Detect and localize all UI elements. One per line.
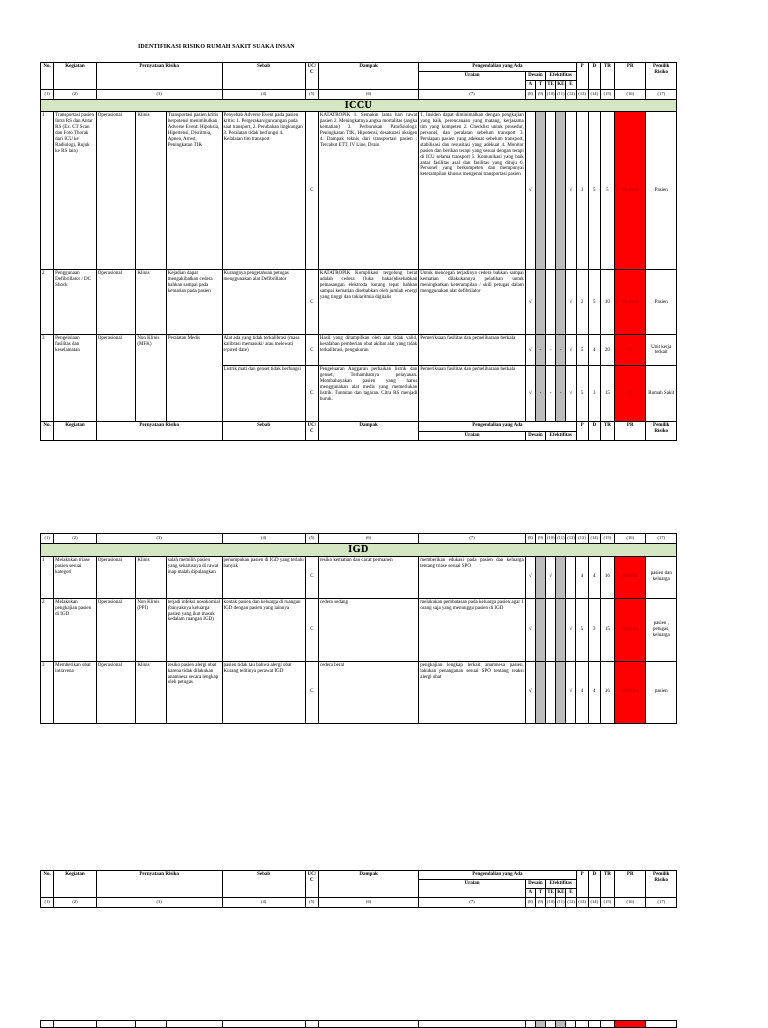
no-cell: 3 bbox=[41, 335, 54, 422]
no-cell: 3 bbox=[41, 661, 54, 723]
colnum: (4) bbox=[222, 534, 305, 544]
d-cell: 3 bbox=[588, 598, 600, 661]
colnum: (14) bbox=[588, 897, 600, 907]
pr-cell: ekstrim bbox=[615, 556, 646, 598]
uc-cell: C bbox=[305, 112, 318, 270]
te-cell bbox=[546, 598, 556, 661]
tr-cell: 15 bbox=[600, 366, 614, 422]
header-t: T bbox=[535, 888, 545, 897]
e-cell: √ bbox=[566, 335, 576, 366]
table-row bbox=[41, 556, 677, 598]
uraian-cell: melakukan pembatasan pada keluarga pasien agar 1 orang saja yang menunggu pasien di IGD bbox=[419, 598, 526, 661]
header-pengendalian: Pengendalian yang Ada bbox=[419, 871, 576, 880]
colnum: (16) bbox=[615, 897, 646, 907]
colnum: (17) bbox=[646, 89, 677, 99]
e-cell: √ bbox=[566, 598, 576, 661]
column-number-row bbox=[41, 89, 677, 112]
pr-cell: ST bbox=[615, 366, 646, 422]
pemilik-cell: Pasien bbox=[646, 112, 677, 270]
colnum: (2) bbox=[54, 897, 97, 907]
jenis-cell: Operasional bbox=[96, 335, 136, 422]
header-no: No. bbox=[41, 63, 54, 90]
colnum: (17) bbox=[646, 534, 677, 544]
header-pr: PR bbox=[615, 422, 646, 441]
pemilik-cell: pasien , petugas, keluarga bbox=[646, 598, 677, 661]
kategori-cell: Klinis bbox=[136, 270, 166, 335]
colnum: (13) bbox=[576, 897, 588, 907]
header-uc: UC/ C bbox=[305, 63, 318, 90]
sebab-cell: pasien tidak tau bahwa alergi obat Kurang telitinya perawat IGD bbox=[222, 661, 305, 723]
e-cell: √ bbox=[566, 112, 576, 270]
jenis-cell: Operasional bbox=[96, 661, 136, 723]
a-cell: √ bbox=[525, 335, 535, 366]
uc-cell: C bbox=[305, 661, 318, 723]
header-no: No. bbox=[41, 422, 54, 441]
te-cell bbox=[546, 270, 556, 335]
uraian-cell: Untuk mencegah terjadinya cedera bahkan sampai kematian dilakukannya pelatihan untuk meningkatkan keterampilan / skill petugas dalam menggunakan alat defibrilator bbox=[419, 270, 525, 335]
d-cell: 5 bbox=[588, 112, 600, 270]
uc-cell: C bbox=[305, 270, 318, 335]
colnum: (11) bbox=[556, 897, 566, 907]
colnum: (3) bbox=[96, 534, 222, 544]
colnum: (8) bbox=[525, 534, 535, 544]
dampak-cell: Hasil yang ditampilkan oleh alat tidak valid, kesalahan pemberian obat akibat alat yang tidak terkalibrasi, pengukuran bbox=[318, 335, 418, 366]
header-tr: TR bbox=[600, 63, 614, 90]
colnum: (15) bbox=[600, 897, 614, 907]
header-a: A bbox=[525, 888, 535, 897]
colnum: (17) bbox=[646, 897, 677, 907]
table-row bbox=[41, 661, 677, 723]
te-cell: - bbox=[546, 335, 556, 366]
p-cell: 1 bbox=[576, 112, 588, 270]
header-sebab: Sebab bbox=[222, 63, 305, 90]
header-desain: Desain bbox=[525, 71, 545, 80]
pr-cell: ST bbox=[615, 335, 646, 366]
uc-cell: C bbox=[305, 556, 318, 598]
ke-cell bbox=[556, 598, 566, 661]
colnum: (2) bbox=[54, 89, 97, 99]
d-cell: 4 bbox=[588, 335, 600, 366]
header-dampak: Dampak bbox=[318, 422, 418, 441]
pemilik-cell: Unit kerja terkait bbox=[646, 335, 677, 366]
colnum: (3) bbox=[96, 897, 222, 907]
pemilik-cell: pasien dan keluarga bbox=[646, 556, 677, 598]
ke-cell bbox=[556, 556, 566, 598]
ke-cell bbox=[556, 270, 566, 335]
ke-cell: - bbox=[556, 335, 566, 366]
colnum: (14) bbox=[588, 534, 600, 544]
column-number-row bbox=[41, 534, 677, 557]
colnum: (1) bbox=[41, 897, 54, 907]
colnum: (2) bbox=[54, 534, 97, 544]
pemilik-cell: Rumah Sakit bbox=[646, 366, 677, 422]
header-te: TE bbox=[546, 80, 556, 89]
colnum: (9) bbox=[535, 89, 545, 99]
a-cell: √ bbox=[525, 366, 535, 422]
colnum: (10) bbox=[546, 534, 556, 544]
uraian-cell: 1. Insiden dapat diminimalkan dengan pengkajian yang baik, perencanaan yang matang, kerjasama tim yang kompeten 2. Checklist untuk prosedur, personel, dan peralatan sebelum transport 3. Persiapan pasien yang adekuat sebelum transport, stabilisasi dan resusitasi yang adekuat 4. Monitor pasien dan berikan terapi yang sesuai dengan terapi di ICU selama transport 5. Komunikasi yang baik antar fasilitas asal dan fasilitas yang dituju 6. Personel yang berkompeten dan mempunyai keterampilan khusus mengenai transportasi pasien bbox=[419, 112, 525, 270]
d-cell: 4 bbox=[588, 556, 600, 598]
kategori-cell: Klinis bbox=[136, 556, 166, 598]
kategori-cell: Klinis bbox=[136, 661, 166, 723]
header-pemilik: Pemilik Risiko bbox=[646, 871, 677, 898]
colnum: (14) bbox=[588, 89, 600, 99]
header-te: TE bbox=[546, 888, 556, 897]
pemilik-cell: pasien bbox=[646, 661, 677, 723]
tr-cell: 10 bbox=[600, 270, 614, 335]
no-cell: 2 bbox=[41, 270, 54, 335]
a-cell: √ bbox=[525, 270, 535, 335]
colnum: (15) bbox=[600, 534, 614, 544]
header-pernyataan: Pernyataan Risiko bbox=[96, 63, 222, 90]
header-ke: KE bbox=[556, 80, 566, 89]
a-cell: √ bbox=[525, 556, 535, 598]
header-pemilik: Pemilik Risiko bbox=[646, 63, 677, 90]
iccu-rows bbox=[41, 112, 677, 422]
pemilik-cell: Pasien bbox=[646, 270, 677, 335]
kegiatan-cell: Melakukan triase pasien sesuai kategori bbox=[54, 556, 97, 598]
pr-cell: ekstrim bbox=[615, 598, 646, 661]
uraian-cell: pengkajian lengkap terkait anamnesa pasien, lakukan penanganan sesuai SPO tentang reaksi alergi obat bbox=[419, 661, 526, 723]
colnum: (3) bbox=[96, 89, 222, 99]
header-kegiatan: Kegiatan bbox=[54, 63, 97, 90]
t-cell: - bbox=[535, 366, 545, 422]
header-desain: Desain bbox=[525, 432, 545, 441]
header-uc: UC/ C bbox=[305, 422, 318, 441]
colnum: (4) bbox=[222, 897, 305, 907]
header-efektifitas: Efektifitas bbox=[546, 879, 576, 888]
a-cell: √ bbox=[525, 661, 535, 723]
colnum: (6) bbox=[318, 89, 418, 99]
header-kegiatan: Kegiatan bbox=[54, 871, 97, 898]
sebab-cell: Alat ada yang tidak terkalibrasi (masa kalibrasi memasuki/ atau melewati e/pired date) bbox=[222, 335, 305, 366]
section-heading-igd: IGD bbox=[41, 544, 677, 557]
jenis-cell: Operasional bbox=[96, 598, 136, 661]
uraian-cell: memberikan edukasi pada pasien dan keluarga tentang triase sesuai SPO bbox=[419, 556, 526, 598]
te-cell bbox=[546, 112, 556, 270]
ke-cell bbox=[556, 112, 566, 270]
header-no: No. bbox=[41, 871, 54, 898]
risk-table-iccu bbox=[40, 62, 677, 441]
pernyataan-cell: Transportasi pasien kritis berpotensi menimbulkan Adverse Event: Hipoksia, Hipertensi, Disritmia, Apnea, Arrest, Peningkatan TIK bbox=[166, 112, 222, 270]
table-row bbox=[41, 335, 677, 366]
colnum: (5) bbox=[305, 534, 318, 544]
jenis-cell: Operasional bbox=[96, 270, 136, 335]
p-cell: 4 bbox=[576, 556, 588, 598]
header-pr: PR bbox=[615, 63, 646, 90]
header-ke: KE bbox=[556, 888, 566, 897]
dampak-cell: cedera sedang bbox=[318, 598, 418, 661]
colnum: (16) bbox=[615, 89, 646, 99]
kategori-cell: Non Klinis (PPI) bbox=[136, 598, 166, 661]
colnum: (16) bbox=[615, 534, 646, 544]
tr-cell: 16 bbox=[600, 556, 614, 598]
tr-cell: 20 bbox=[600, 335, 614, 366]
table-row bbox=[41, 270, 677, 335]
header-dampak: Dampak bbox=[318, 871, 418, 898]
dampak-cell: resiko kematian dan cacat permanen bbox=[318, 556, 418, 598]
kegiatan-cell: Pengelolaan fasilitas dan keselamatan bbox=[54, 335, 97, 422]
pernyataan-cell: salah memilih pasien yang seharusnya di rawat inap malah dipulangkan bbox=[166, 556, 222, 598]
no-cell: 1 bbox=[41, 112, 54, 270]
a-cell: √ bbox=[525, 112, 535, 270]
t-cell: - bbox=[535, 335, 545, 366]
te-cell: - bbox=[546, 366, 556, 422]
uc-cell: C bbox=[305, 366, 318, 422]
document-title: IDENTIFIKASI RISIKO RUMAH SAKIT SUAKA INSAN bbox=[138, 44, 295, 50]
header-pengendalian: Pengendalian yang Ada bbox=[419, 63, 576, 72]
kegiatan-cell: Melakukan pengkajian pasien di IGD bbox=[54, 598, 97, 661]
uraian-cell: Pemeriksaan fasilitas dan pemeliharaan berkala bbox=[419, 366, 525, 422]
a-cell: √ bbox=[525, 598, 535, 661]
header-pengendalian: Pengendalian yang Ada bbox=[419, 422, 576, 432]
p-cell: 4 bbox=[576, 661, 588, 723]
tr-cell: 5 bbox=[600, 112, 614, 270]
colnum: (1) bbox=[41, 534, 54, 544]
d-cell: 3 bbox=[588, 366, 600, 422]
header-desain: Desain bbox=[525, 879, 545, 888]
no-cell: 2 bbox=[41, 598, 54, 661]
pernyataan-cell: terjadi infeksi nosokomial (banyaknya keluarga pasien yang ikut masuk kedalam ruangan IGD) bbox=[166, 598, 222, 661]
e-cell: √ bbox=[566, 661, 576, 723]
header-pr: PR bbox=[615, 871, 646, 898]
colnum: (8) bbox=[525, 89, 535, 99]
header-kegiatan: Kegiatan bbox=[54, 422, 97, 441]
header-p: P bbox=[576, 63, 588, 90]
e-cell bbox=[566, 556, 576, 598]
d-cell: 5 bbox=[588, 270, 600, 335]
header-uc: UC/ C bbox=[305, 871, 318, 898]
t-cell bbox=[535, 112, 545, 270]
dampak-cell: KATATROPIK Komplikasi tergolong berat adalah cedera (luka bakar)disebabkan pemasangan elektroda kurang tepat bahkan sampai kematian disebabkan oleh jumlah energi yang tinggi dan takiaritmia digitalis bbox=[318, 270, 418, 335]
header-uraian: Uraian bbox=[419, 432, 525, 441]
header-tr: TR bbox=[600, 422, 614, 441]
dampak-cell: Pengeluaran Anggaran perbaikan listrik dan genset, Terhambatnya pelayanan. Membahayakan pasien yang harus menggunakan alat medis yang memerlukan listrik. Tuntutan dan tagaran. Citra RS menjadi buruk. bbox=[318, 366, 418, 422]
sebab-cell: Kurangnya pengetahuan petugas menggunakan alat Defibrillator bbox=[222, 270, 305, 335]
uc-cell: C bbox=[305, 598, 318, 661]
d-cell: 4 bbox=[588, 661, 600, 723]
tr-cell: 16 bbox=[600, 661, 614, 723]
header-pernyataan: Pernyataan Risiko bbox=[96, 871, 222, 898]
colnum: (4) bbox=[222, 89, 305, 99]
colnum: (5) bbox=[305, 897, 318, 907]
colnum: (1) bbox=[41, 89, 54, 99]
p-cell: 2 bbox=[576, 270, 588, 335]
repeated-header-cut bbox=[41, 422, 677, 441]
header-p: P bbox=[576, 871, 588, 898]
header-sebab: Sebab bbox=[222, 871, 305, 898]
colnum: (5) bbox=[305, 89, 318, 99]
risk-table-cutoff bbox=[40, 1020, 677, 1028]
sebab-cell: kontak pasien dan keluarga di ruangan IGD dengan pasien yang lainnya bbox=[222, 598, 305, 661]
te-cell: √ bbox=[546, 556, 556, 598]
colnum: (12) bbox=[566, 897, 576, 907]
colnum: (12) bbox=[566, 89, 576, 99]
pr-cell: Moderat bbox=[615, 270, 646, 335]
colnum: (7) bbox=[419, 534, 526, 544]
colnum: (10) bbox=[546, 89, 556, 99]
header-e: E bbox=[566, 888, 576, 897]
p-cell: 5 bbox=[576, 366, 588, 422]
e-cell: √ bbox=[566, 270, 576, 335]
ke-cell bbox=[556, 661, 566, 723]
kegiatan-cell: Memberikan obat intravena bbox=[54, 661, 97, 723]
colnum: (13) bbox=[576, 89, 588, 99]
header-sebab: Sebab bbox=[222, 422, 305, 441]
pernyataan-cell: resiko pasien alergi obat karena tidak dilakukan anamnesa secara lengkap oleh petugas bbox=[166, 661, 222, 723]
jenis-cell: Operasional bbox=[96, 556, 136, 598]
kegiatan-cell: Penggunaan Defibrillator / DC Shock bbox=[54, 270, 97, 335]
dampak-cell: KATATROPIK 1. Semakin lama hari rawat pasien 2. Meningkatnya angka mortalitas (angka kematian) 3. Perburukan Patofisiologi: Peningkatan TIK, Hipotensi, desaturasi oksigen 4. Dampak teknis dari transportasi pasien : Tercabut ETT, IV Line, Drain bbox=[318, 112, 418, 270]
no-cell: 1 bbox=[41, 556, 54, 598]
colnum: (8) bbox=[525, 897, 535, 907]
sebab-cell: Listrik mati dan genset tidak berfungsi bbox=[222, 366, 305, 422]
colnum: (11) bbox=[556, 89, 566, 99]
risk-table-igd bbox=[40, 533, 677, 724]
t-cell bbox=[535, 270, 545, 335]
dampak-cell: cedera berat bbox=[318, 661, 418, 723]
pr-cell: ekstrim bbox=[615, 661, 646, 723]
colnum: (9) bbox=[535, 534, 545, 544]
pr-cell: Moderat bbox=[615, 112, 646, 270]
table-row bbox=[41, 598, 677, 661]
t-cell bbox=[535, 661, 545, 723]
colnum: (7) bbox=[419, 897, 525, 907]
header-t: T bbox=[535, 80, 545, 89]
colnum: (6) bbox=[318, 897, 418, 907]
header-efektifitas: Efektifitas bbox=[546, 71, 576, 80]
header-group bbox=[41, 63, 677, 90]
table-row bbox=[41, 112, 677, 270]
pernyataan-cell: Peralatan Medis bbox=[166, 335, 222, 422]
kategori-cell: Non Klinis (MFK) bbox=[136, 335, 166, 422]
header-e: E bbox=[566, 80, 576, 89]
uraian-cell: Pemeriksaan fasilitas dan pemeliharaan berkala bbox=[419, 335, 525, 366]
t-cell bbox=[535, 598, 545, 661]
header-d: D bbox=[588, 871, 600, 898]
colnum: (7) bbox=[419, 89, 525, 99]
pernyataan-cell: Kejadian dapat mengakibatkan cedera bahkan sampai pada kematian pada pasien bbox=[166, 270, 222, 335]
colnum: (6) bbox=[318, 534, 418, 544]
sebab-cell: Penyebab Adverse Event pada pasien kritis: 1. Pergerakan/guncangan pada saat transport, 2. Perubahan lingkungan 3. Peralatan tidak berfungsi 4. Kelalaian tim transport bbox=[222, 112, 305, 270]
colnum: (11) bbox=[556, 534, 566, 544]
kegiatan-cell: Transportasi pasien Intra RS dan Antar RS (Ex. CT Scan dan Foto Thorak dari ICU ke Radiologi, Rujuk ke RS lain) bbox=[54, 112, 97, 270]
sebab-cell: penumpukan pasien di IGD yang terlalu banyak bbox=[222, 556, 305, 598]
risk-table-next-page-header bbox=[40, 870, 677, 908]
header-d: D bbox=[588, 63, 600, 90]
colnum: (12) bbox=[566, 534, 576, 544]
header-dampak: Dampak bbox=[318, 63, 418, 90]
header-d: D bbox=[588, 422, 600, 441]
header-pemilik: Pemilik Risiko bbox=[646, 422, 677, 441]
jenis-cell: Operasional bbox=[96, 112, 136, 270]
tr-cell: 15 bbox=[600, 598, 614, 661]
header-pernyataan: Pernyataan Risiko bbox=[96, 422, 222, 441]
header-uraian: Uraian bbox=[419, 71, 525, 89]
te-cell bbox=[546, 661, 556, 723]
colnum: (9) bbox=[535, 897, 545, 907]
p-cell: 5 bbox=[576, 598, 588, 661]
section-heading-iccu: ICCU bbox=[41, 99, 677, 112]
e-cell: √ bbox=[566, 366, 576, 422]
header-p: P bbox=[576, 422, 588, 441]
header-efektifitas: Efektifitas bbox=[546, 432, 576, 441]
uc-cell: C bbox=[305, 335, 318, 366]
colnum: (15) bbox=[600, 89, 614, 99]
colnum: (13) bbox=[576, 534, 588, 544]
ke-cell: - bbox=[556, 366, 566, 422]
colnum: (10) bbox=[546, 897, 556, 907]
header-uraian: Uraian bbox=[419, 879, 525, 897]
header-tr: TR bbox=[600, 871, 614, 898]
header-a: A bbox=[525, 80, 535, 89]
p-cell: 5 bbox=[576, 335, 588, 366]
kategori-cell: Klinis bbox=[136, 112, 166, 270]
igd-rows bbox=[41, 556, 677, 723]
t-cell bbox=[535, 556, 545, 598]
